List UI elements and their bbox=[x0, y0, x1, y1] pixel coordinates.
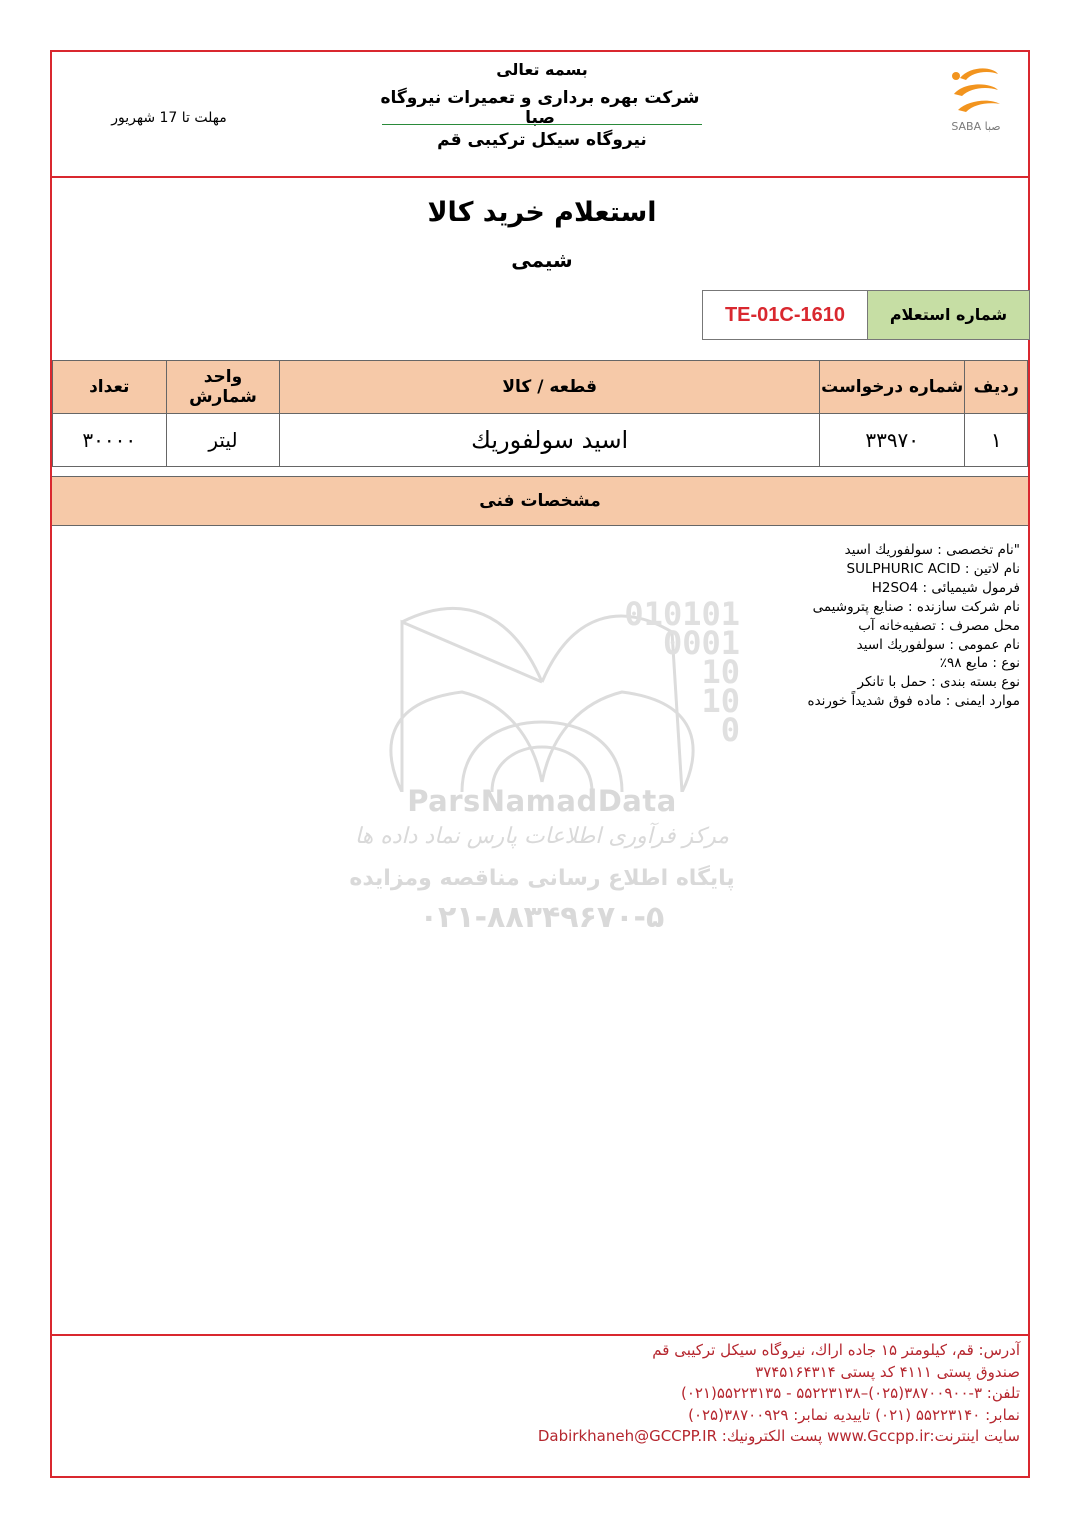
saba-logo bbox=[940, 60, 1012, 142]
watermark-binary-line: 0001 bbox=[662, 624, 740, 662]
spec-line: نام شرکت سازنده : صنایع پتروشیمی bbox=[812, 598, 1020, 615]
footer-phone: تلفن: ۳-۳۸۷۰۰۹۰۰(۰۲۵)–۵۵۲۲۳۱۳۸ - ۵۵۲۲۳۱۳۵(۰۲۱) bbox=[680, 1384, 1020, 1402]
spec-line: محل مصرف : تصفیه‌خانه آب bbox=[858, 617, 1020, 634]
spec-line: نوع بسته بندی : حمل با تانکر bbox=[857, 674, 1020, 691]
saba-logo-icon bbox=[940, 60, 1012, 120]
header-request-no: شماره درخواست bbox=[819, 361, 964, 414]
invocation: بسمه تعالی bbox=[496, 60, 588, 79]
footer-separator bbox=[52, 1334, 1028, 1336]
watermark-binary-line: 0 bbox=[720, 711, 740, 749]
header-divider bbox=[382, 124, 702, 125]
footer-contact bbox=[412, 1340, 1020, 1448]
watermark-line1: مرکز فرآوری اطلاعات پارس نماد داده ها bbox=[354, 824, 730, 849]
document-frame bbox=[50, 50, 1030, 1478]
logo-text: SABA صبا bbox=[951, 120, 1001, 133]
items-table bbox=[52, 360, 1028, 467]
spec-line: نام لاتین : SULPHURIC ACID bbox=[846, 560, 1020, 577]
footer-address: آدرس: قم، کیلومتر ۱۵ جاده اراك، نیروگاه سیکل ترکیبی قم bbox=[652, 1341, 1020, 1359]
header-item: قطعه / کالا bbox=[280, 361, 820, 414]
cell-request-no: ۳۳۹۷۰ bbox=[819, 414, 964, 467]
watermark-binary-line: 10 bbox=[701, 653, 740, 691]
spec-line: "نام تخصصی : سولفوريك اسيد bbox=[844, 542, 1020, 558]
page-title: استعلام خرید کالا bbox=[427, 197, 657, 228]
watermark-brand: ParsNamadData bbox=[407, 784, 677, 818]
cell-item: اسید سولفوریك bbox=[280, 414, 820, 467]
footer-fax: نمابر: ۵۵۲۲۳۱۴۰ (۰۲۱) تاییدیه نمابر: ۳۸۷۰۰۹۲۹(۰۲۵) bbox=[688, 1405, 1020, 1424]
footer-postal: صندوق پستی ۴۱۱۱ کد پستی ۳۷۴۵۱۶۴۳۱۴ bbox=[755, 1362, 1020, 1381]
spec-line: موارد ایمنی : ماده فوق شدیداً خورنده bbox=[807, 693, 1020, 710]
spec-line: نوع : مایع ۹۸٪ bbox=[939, 655, 1020, 672]
table-row bbox=[53, 414, 1028, 467]
header-unit: واحد شمارش bbox=[166, 361, 280, 414]
header-row-no: ردیف bbox=[965, 361, 1028, 414]
footer-web-email: سایت اینترنت:www.Gccpp.ir پست الکترونیك: Dabirkhaneh@GCCPP.IR bbox=[537, 1427, 1020, 1445]
watermark-line2: پایگاه اطلاع رسانی مناقصه ومزایده bbox=[349, 866, 735, 891]
watermark-phone: ۰۲۱-۸۸۳۴۹۶۷۰-۵ bbox=[419, 900, 665, 935]
plant-name: نیروگاه سیکل ترکیبی قم bbox=[437, 130, 647, 150]
cell-qty: ۳۰۰۰۰ bbox=[53, 414, 167, 467]
page-subtitle: شیمی bbox=[511, 248, 573, 272]
cell-unit: لیتر bbox=[166, 414, 280, 467]
deadline-note: مهلت تا 17 شهریور bbox=[111, 110, 227, 126]
specs-heading: مشخصات فنی bbox=[52, 476, 1028, 526]
company-name: شرکت بهره برداری و تعمیرات نیروگاه صبا bbox=[380, 88, 700, 128]
watermark-binary-line: 10 bbox=[701, 682, 740, 720]
table-header-row bbox=[53, 361, 1028, 414]
specs-list bbox=[612, 541, 1020, 711]
watermark-binary-line: 010101 bbox=[624, 595, 740, 633]
inquiry-number: TE-01C-1610 bbox=[702, 290, 868, 340]
spec-line: فرمول شیمیائی : H2SO4 bbox=[871, 579, 1020, 596]
header-separator bbox=[52, 176, 1028, 178]
cell-row-no: ۱ bbox=[965, 414, 1028, 467]
header-qty: تعداد bbox=[53, 361, 167, 414]
spec-line: نام عمومی : سولفوريك اسيد bbox=[856, 636, 1020, 653]
inquiry-label: شماره استعلام bbox=[867, 290, 1030, 340]
